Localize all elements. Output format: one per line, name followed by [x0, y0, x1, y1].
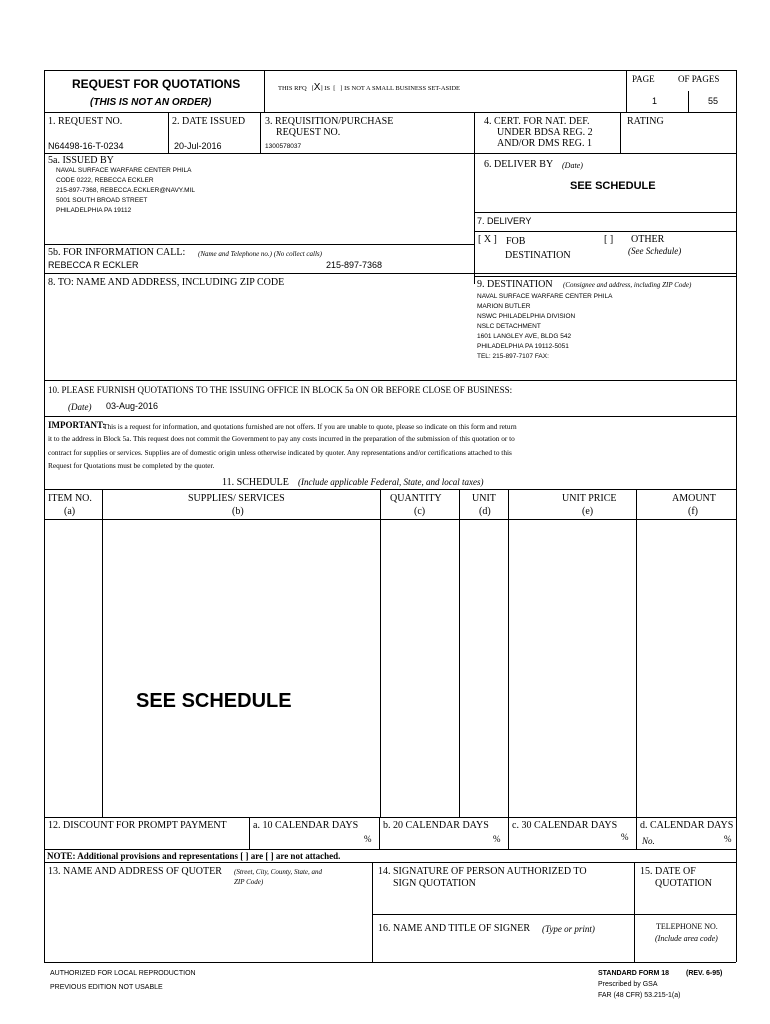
schedule-label: 11. SCHEDULE: [222, 477, 289, 488]
deliver-by-note: (Date): [562, 161, 583, 170]
col-unit: UNIT: [472, 493, 496, 504]
discount-label: 12. DISCOUNT FOR PROMPT PAYMENT: [48, 820, 227, 831]
schedule-body-text: SEE SCHEDULE: [136, 690, 292, 712]
date-issued-value[interactable]: 20-Jul-2016: [174, 141, 222, 151]
quoter-note-line2: ZIP Code): [234, 878, 264, 886]
footer-authorized: AUTHORIZED FOR LOCAL REPRODUCTION: [50, 970, 196, 977]
requisition-value[interactable]: 1300578037: [265, 143, 302, 150]
telephone-label: TELEPHONE NO.: [656, 922, 718, 931]
discount-calendar-pct: %: [724, 834, 732, 844]
of-pages-label: OF PAGES: [678, 74, 720, 84]
important-label: IMPORTANT:: [48, 420, 106, 430]
quoter-label: 13. NAME AND ADDRESS OF QUOTER: [48, 866, 222, 877]
important-line-1: This is a request for information, and quotations furnished are not offers. If you are unable to quote, please so indicate on this form and return: [103, 422, 517, 431]
close-date-value[interactable]: 03-Aug-2016: [106, 401, 159, 411]
col-item-no: ITEM NO.: [48, 493, 92, 504]
quotation-date-label-line2: QUOTATION: [655, 878, 712, 889]
info-call-note: (Name and Telephone no.) (No collect calls): [198, 250, 322, 258]
request-no-label: 1. REQUEST NO.: [48, 116, 123, 127]
deliver-by-value[interactable]: SEE SCHEDULE: [570, 180, 656, 192]
col-quantity: QUANTITY: [390, 493, 442, 504]
footer-prescribed: Prescribed by GSA: [598, 981, 658, 988]
schedule-note: (Include applicable Federal, State, and local taxes): [298, 477, 484, 487]
of-pages-value: 55: [708, 96, 719, 106]
page-value: 1: [652, 96, 658, 106]
telephone-note: (Include area code): [655, 934, 718, 943]
form-subtitle: (THIS IS NOT AN ORDER): [90, 97, 212, 108]
footer-previous-edition: PREVIOUS EDITION NOT USABLE: [50, 984, 163, 991]
col-amount: AMOUNT: [672, 493, 716, 504]
discount-no-label: No.: [642, 836, 655, 846]
col-quantity-code: (c): [414, 506, 426, 517]
issued-by-address: NAVAL SURFACE WARFARE CENTER PHILA CODE 0222, REBECCA ECKLER 215-897-7368, REBECCA.ECKLER@NAVY.MIL 5001 SOUTH BROAD STREET PHILADELPHIA PA 19112: [56, 167, 195, 214]
col-supplies-code: (b): [232, 506, 244, 517]
close-date-label: (Date): [68, 402, 92, 412]
cert-bdsa-line: UNDER BDSA REG. 2: [497, 127, 593, 138]
discount-20-days[interactable]: b. 20 CALENDAR DAYS: [383, 820, 489, 831]
requisition-label-line2: REQUEST NO.: [276, 127, 341, 138]
other-label: OTHER: [631, 234, 665, 245]
issued-by-label: 5a. ISSUED BY: [48, 155, 114, 166]
info-call-label: 5b. FOR INFORMATION CALL:: [48, 247, 186, 258]
signature-label: 14. SIGNATURE OF PERSON AUTHORIZED TO: [378, 866, 587, 877]
footer-form-number: STANDARD FORM 18: [598, 970, 670, 977]
col-item-no-code: (a): [64, 506, 76, 517]
col-unit-price: UNIT PRICE: [562, 493, 617, 504]
discount-calendar-days[interactable]: d. CALENDAR DAYS: [640, 820, 734, 831]
rating-label: RATING: [627, 116, 664, 127]
col-unit-price-code: (e): [582, 506, 594, 517]
date-issued-label: 2. DATE ISSUED: [172, 116, 246, 127]
info-call-name[interactable]: REBECCA R ECKLER: [48, 260, 139, 270]
col-amount-code: (f): [688, 506, 698, 517]
footer-revision: (REV. 6-95): [686, 970, 723, 977]
col-unit-code: (d): [479, 506, 491, 517]
cert-dms-line: AND/OR DMS REG. 1: [497, 138, 593, 149]
set-aside-statement: THIS RFQ [X] IS [ ] IS NOT A SMALL BUSINESS SET-ASIDE: [278, 82, 460, 93]
important-line-4: Request for Quotations must be completed by the quoter.: [48, 461, 215, 470]
other-checkbox[interactable]: [ ]: [604, 234, 614, 245]
fob-label: FOB: [506, 236, 526, 247]
discount-30-pct: %: [621, 832, 629, 842]
destination-address: NAVAL SURFACE WARFARE CENTER PHILA MARION BUTLER NSWC PHILADELPHIA DIVISION NSLC DETACHMENT 1601 LANGLEY AVE, BLDG 542 PHILADELPHIA PA 19112-5051 TEL: 215-897-7107 FAX:: [477, 293, 613, 360]
important-line-3: contract for supplies or services. Supplies are of domestic origin unless otherwise indicated by quoter. Any representations and/or certifications attached to this: [48, 448, 512, 457]
footer-far-ref: FAR (48 CFR) 53.215-1(a): [598, 992, 681, 999]
discount-30-days[interactable]: c. 30 CALENDAR DAYS: [512, 820, 618, 831]
info-call-phone[interactable]: 215-897-7368: [326, 260, 383, 270]
requisition-label: 3. REQUISITION/PURCHASE: [265, 116, 394, 127]
to-address-label: 8. TO: NAME AND ADDRESS, INCLUDING ZIP CODE: [48, 277, 285, 288]
set-aside-x-mark[interactable]: X: [313, 82, 321, 93]
signer-name-note: (Type or print): [542, 924, 595, 934]
page-label: PAGE: [632, 74, 655, 84]
furnish-quotations-label: 10. PLEASE FURNISH QUOTATIONS TO THE ISSUING OFFICE IN BLOCK 5a ON OR BEFORE CLOSE OF BUSINESS:: [48, 385, 513, 395]
attachments-note: NOTE: Additional provisions and representations [ ] are [ ] are not attached.: [47, 851, 341, 861]
destination-note: (Consignee and address, including ZIP Code): [563, 281, 692, 289]
request-no-value[interactable]: N64498-16-T-0234: [48, 141, 124, 151]
fob-destination-label: DESTINATION: [505, 250, 571, 261]
deliver-by-label: 6. DELIVER BY: [484, 159, 554, 170]
important-line-2: it to the address in Block 5a. This request does not commit the Government to pay any costs incurred in the preparation of the submission of this quotation or to: [48, 434, 515, 443]
cert-nat-def-label: 4. CERT. FOR NAT. DEF.: [484, 116, 590, 127]
quotation-date-label: 15. DATE OF: [640, 866, 696, 877]
delivery-label: 7. DELIVERY: [477, 216, 532, 226]
discount-10-pct: %: [364, 834, 372, 844]
fob-checkbox[interactable]: [ X ]: [478, 234, 497, 245]
discount-20-pct: %: [493, 834, 501, 844]
signer-name-label: 16. NAME AND TITLE OF SIGNER: [378, 923, 531, 934]
other-note: (See Schedule): [628, 246, 682, 256]
discount-10-days[interactable]: a. 10 CALENDAR DAYS: [253, 820, 359, 831]
signature-label-line2: SIGN QUOTATION: [393, 878, 476, 889]
destination-label: 9. DESTINATION: [477, 279, 553, 290]
form-title: REQUEST FOR QUOTATIONS: [72, 77, 241, 91]
col-supplies: SUPPLIES/ SERVICES: [188, 493, 285, 504]
quoter-note-line1: (Street, City, County, State, and: [234, 868, 323, 876]
